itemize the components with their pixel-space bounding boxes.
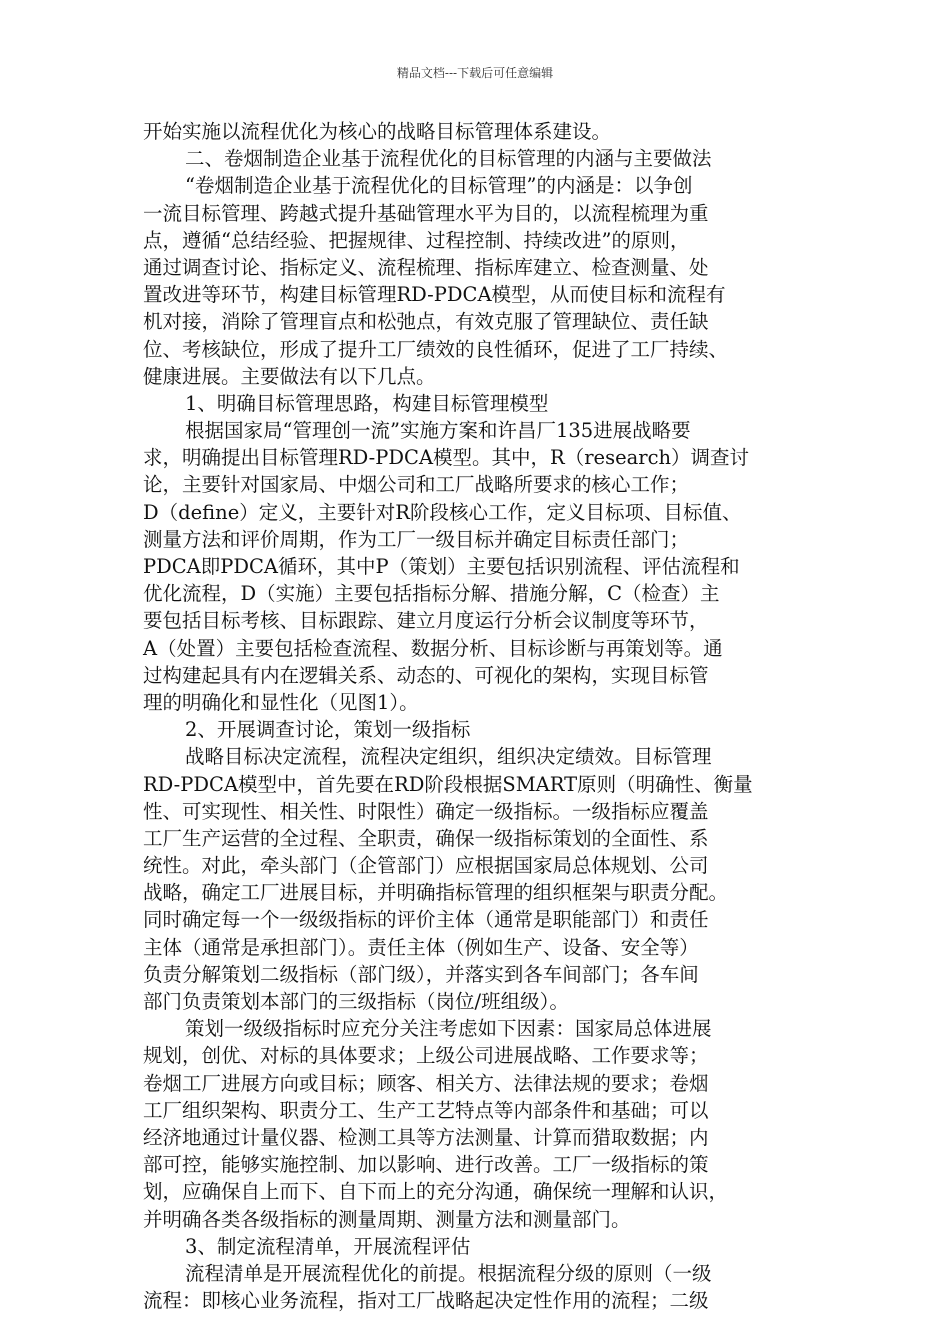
text-line: 划，应确保自上而下、自下而上的充分沟通，确保统一理解和认识， <box>143 1180 729 1204</box>
text-line: 过构建起具有内在逻辑关系、动态的、可视化的架构，实现目标管 <box>143 663 709 687</box>
text-line: 二、卷烟制造企业基于流程优化的目标管理的内涵与主要做法 <box>185 147 712 171</box>
text-line: 部门负责策划本部门的三级指标（岗位/班组级）。 <box>143 990 569 1013</box>
document-body <box>143 118 823 1314</box>
text-line: 规划，创优、对标的具体要求；上级公司进展战略、工作要求等； <box>143 1044 709 1068</box>
text-line: 测量方法和评价周期，作为工厂一级目标并确定目标责任部门； <box>143 527 690 551</box>
text-line: 通过调查讨论、指标定义、流程梳理、指标库建立、检查测量、处 <box>143 255 709 279</box>
text-line: 工厂组织架构、职责分工、生产工艺特点等内部条件和基础；可以 <box>143 1098 709 1122</box>
text-line: 位、考核缺位，形成了提升工厂绩效的良性循环，促进了工厂持续、 <box>143 337 729 361</box>
text-line: 论，主要针对国家局、中烟公司和工厂战略所要求的核心工作； <box>143 473 690 497</box>
text-line: 健康进展。主要做法有以下几点。 <box>143 364 436 388</box>
text-line: 流程：即核心业务流程，指对工厂战略起决定性作用的流程；二级 <box>143 1289 709 1313</box>
text-line: D（define）定义，主要针对R阶段核心工作，定义目标项、目标值、 <box>143 500 742 524</box>
text-line: PDCA即PDCA循环，其中P（策划）主要包括识别流程、评估流程和 <box>143 555 740 578</box>
text-line: 1、明确目标管理思路，构建目标管理模型 <box>185 391 549 415</box>
text-line: 统性。对此，牵头部门（企管部门）应根据国家局总体规划、公司 <box>143 854 709 878</box>
text-line: 主体（通常是承担部门）。责任主体（例如生产、设备、安全等） <box>143 935 699 959</box>
text-line: 优化流程，D（实施）主要包括指标分解、措施分解，C（检查）主 <box>143 582 720 606</box>
text-line: 经济地通过计量仪器、检测工具等方法测量、计算而猎取数据；内 <box>143 1125 709 1149</box>
text-line: 要包括目标考核、目标跟踪、建立月度运行分析会议制度等环节， <box>143 609 709 633</box>
text-line: 战略，确定工厂进展目标，并明确指标管理的组织框架与职责分配。 <box>143 881 729 905</box>
text-line: “卷烟制造企业基于流程优化的目标管理”的内涵是：以争创 <box>185 174 693 198</box>
text-line: 求，明确提出目标管理RD-PDCA模型。其中，R（research）调查讨 <box>143 446 750 470</box>
text-line: 2、开展调查讨论，策划一级指标 <box>185 718 471 742</box>
text-line: 同时确定每一个一级级指标的评价主体（通常是职能部门）和责任 <box>143 908 709 932</box>
text-line: 工厂生产运营的全过程、全职责，确保一级指标策划的全面性、系 <box>143 826 709 850</box>
text-line: 3、制定流程清单，开展流程评估 <box>185 1234 471 1258</box>
page-header: 精品文档---下载后可任意编辑 <box>396 66 554 80</box>
text-line: 战略目标决定流程，流程决定组织，组织决定绩效。目标管理 <box>185 745 712 769</box>
text-line: 并明确各类各级指标的测量周期、测量方法和测量部门。 <box>143 1207 631 1231</box>
text-line: 开始实施以流程优化为核心的战略目标管理体系建设。 <box>143 120 612 143</box>
text-line: 卷烟工厂进展方向或目标；顾客、相关方、法律法规的要求；卷烟 <box>143 1071 709 1095</box>
text-line: 一流目标管理、跨越式提升基础管理水平为目的，以流程梳理为重 <box>143 201 709 225</box>
text-line: 部可控，能够实施控制、加以影响、进行改善。工厂一级指标的策 <box>143 1153 709 1177</box>
text-line: 点，遵循“总结经验、把握规律、过程控制、持续改进”的原则， <box>143 228 690 252</box>
text-line: 机对接，消除了管理盲点和松弛点，有效克服了管理缺位、责任缺 <box>143 310 709 334</box>
text-line: 负责分解策划二级指标（部门级），并落实到各车间部门；各车间 <box>143 962 699 986</box>
text-line: 置改进等环节，构建目标管理RD-PDCA模型，从而使目标和流程有 <box>143 283 726 307</box>
text-line: 流程清单是开展流程优化的前提。根据流程分级的原则（一级 <box>185 1261 712 1285</box>
text-line: A（处置）主要包括检查流程、数据分析、目标诊断与再策划等。通 <box>143 636 723 660</box>
text-line: 策划一级级指标时应充分关注考虑如下因素：国家局总体进展 <box>185 1017 712 1041</box>
text-line: 理的明确化和显性化（见图1）。 <box>143 690 419 714</box>
text-line: 性、可实现性、相关性、时限性）确定一级指标。一级指标应覆盖 <box>143 799 709 823</box>
text-line: 根据国家局“管理创一流”实施方案和许昌厂135进展战略要 <box>185 419 691 443</box>
text-line: RD-PDCA模型中，首先要在RD阶段根据SMART原则（明确性、衡量 <box>143 772 753 796</box>
